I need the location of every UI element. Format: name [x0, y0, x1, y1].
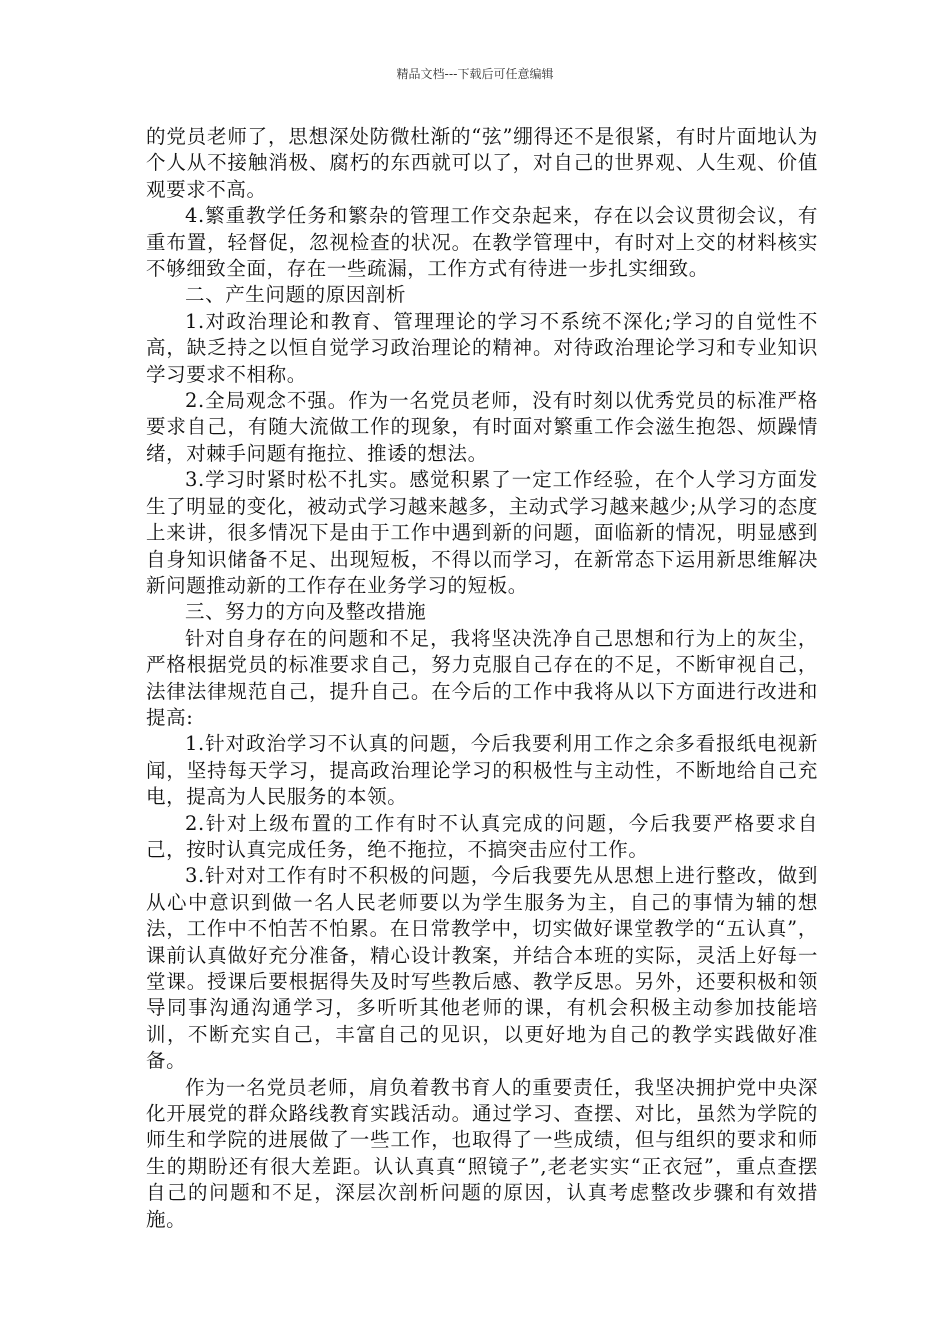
paragraph-cause-2: 2.全局观念不强。作为一名党员老师，没有时刻以优秀党员的标准严格要求自己，有随大流做工作的现象，有时面对繁重工作会滋生抱怨、烦躁情绪，对棘手问题有拖拉、推诿的想法。 [146, 389, 818, 465]
paragraph-conclusion: 作为一名党员老师，肩负着教书育人的重要责任，我坚决拥护党中央深化开展党的群众路线教育实践活动。通过学习、查摆、对比，虽然为学院的师生和学院的进展做了一些工作，也取得了一些成绩，但与组织的要求和师生的期盼还有很大差距。认认真真“照镜子”,老老实实“正衣冠”，重点查摆自己的问题和不足，深层次剖析问题的原因，认真考虑整改步骤和有效措施。 [146, 1075, 818, 1231]
paragraph-intro: 针对自身存在的问题和不足，我将坚决洗净自己思想和行为上的灰尘，严格根据党员的标准要求自己，努力克服自己存在的不足，不断审视自己，法律法律规范自己，提升自己。在今后的工作中我将从以下方面进行改进和提高: [146, 626, 818, 729]
page-header: 精品文档---下载后可任意编辑 [396, 67, 554, 81]
paragraph-measure-2: 2.针对上级布置的工作有时不认真完成的问题，今后我要严格要求自己，按时认真完成任务，绝不拖拉，不搞突击应付工作。 [146, 811, 818, 861]
paragraph-measure-3: 3.针对对工作有时不积极的问题，今后我要先从思想上进行整改，做到从心中意识到做一名人民老师要以为学生服务为主，自己的事情为辅的想法，工作中不怕苦不怕累。在日常教学中，切实做好课堂教学的“五认真”，课前认真做好充分准备，精心设计教案，并结合本班的实际，灵活上好每一堂课。授课后要根据得失及时写些教后感、教学反思。另外，还要积极和领导同事沟通沟通学习，多听听其他老师的课，有机会积极主动参加技能培训，不断充实自己，丰富自己的见识，以更好地为自己的教学实践做好准备。 [146, 864, 818, 1073]
paragraph-continuation: 的党员老师了，思想深处防微杜渐的“弦”绷得还不是很紧，有时片面地认为个人从不接触消极、腐朽的东西就可以了，对自己的世界观、人生观、价值观要求不高。 [146, 125, 818, 201]
paragraph-cause-3: 3.学习时紧时松不扎实。感觉积累了一定工作经验，在个人学习方面发生了明显的变化，被动式学习越来越多，主动式学习越来越少;从学习的态度上来讲，很多情况下是由于工作中遇到新的问题，面临新的情况，明显感到自身知识储备不足、出现短板，不得以而学习，在新常态下运用新思维解决新问题推动新的工作存在业务学习的短板。 [146, 468, 818, 597]
paragraph-item-4: 4.繁重教学任务和繁杂的管理工作交杂起来，存在以会议贯彻会议，有重布置，轻督促，忽视检查的状况。在教学管理中，有时对上交的材料核实不够细致全面，存在一些疏漏，工作方式有待进一步扎实细致。 [146, 204, 818, 281]
paragraph-cause-1: 1.对政治理论和教育、管理理论的学习不系统不深化;学习的自觉性不高，缺乏持之以恒自觉学习政治理论的精神。对待政治理论学习和专业知识学习要求不相称。 [146, 309, 818, 386]
document-body [146, 124, 818, 1233]
section-heading-2: 二、产生问题的原因剖析 [185, 283, 407, 307]
section-heading-3: 三、努力的方向及整改措施 [185, 600, 427, 624]
paragraph-measure-1: 1.针对政治学习不认真的问题，今后我要利用工作之余多看报纸电视新闻，坚持每天学习，提高政治理论学习的积极性与主动性，不断地给自己充电，提高为人民服务的本领。 [146, 732, 818, 809]
